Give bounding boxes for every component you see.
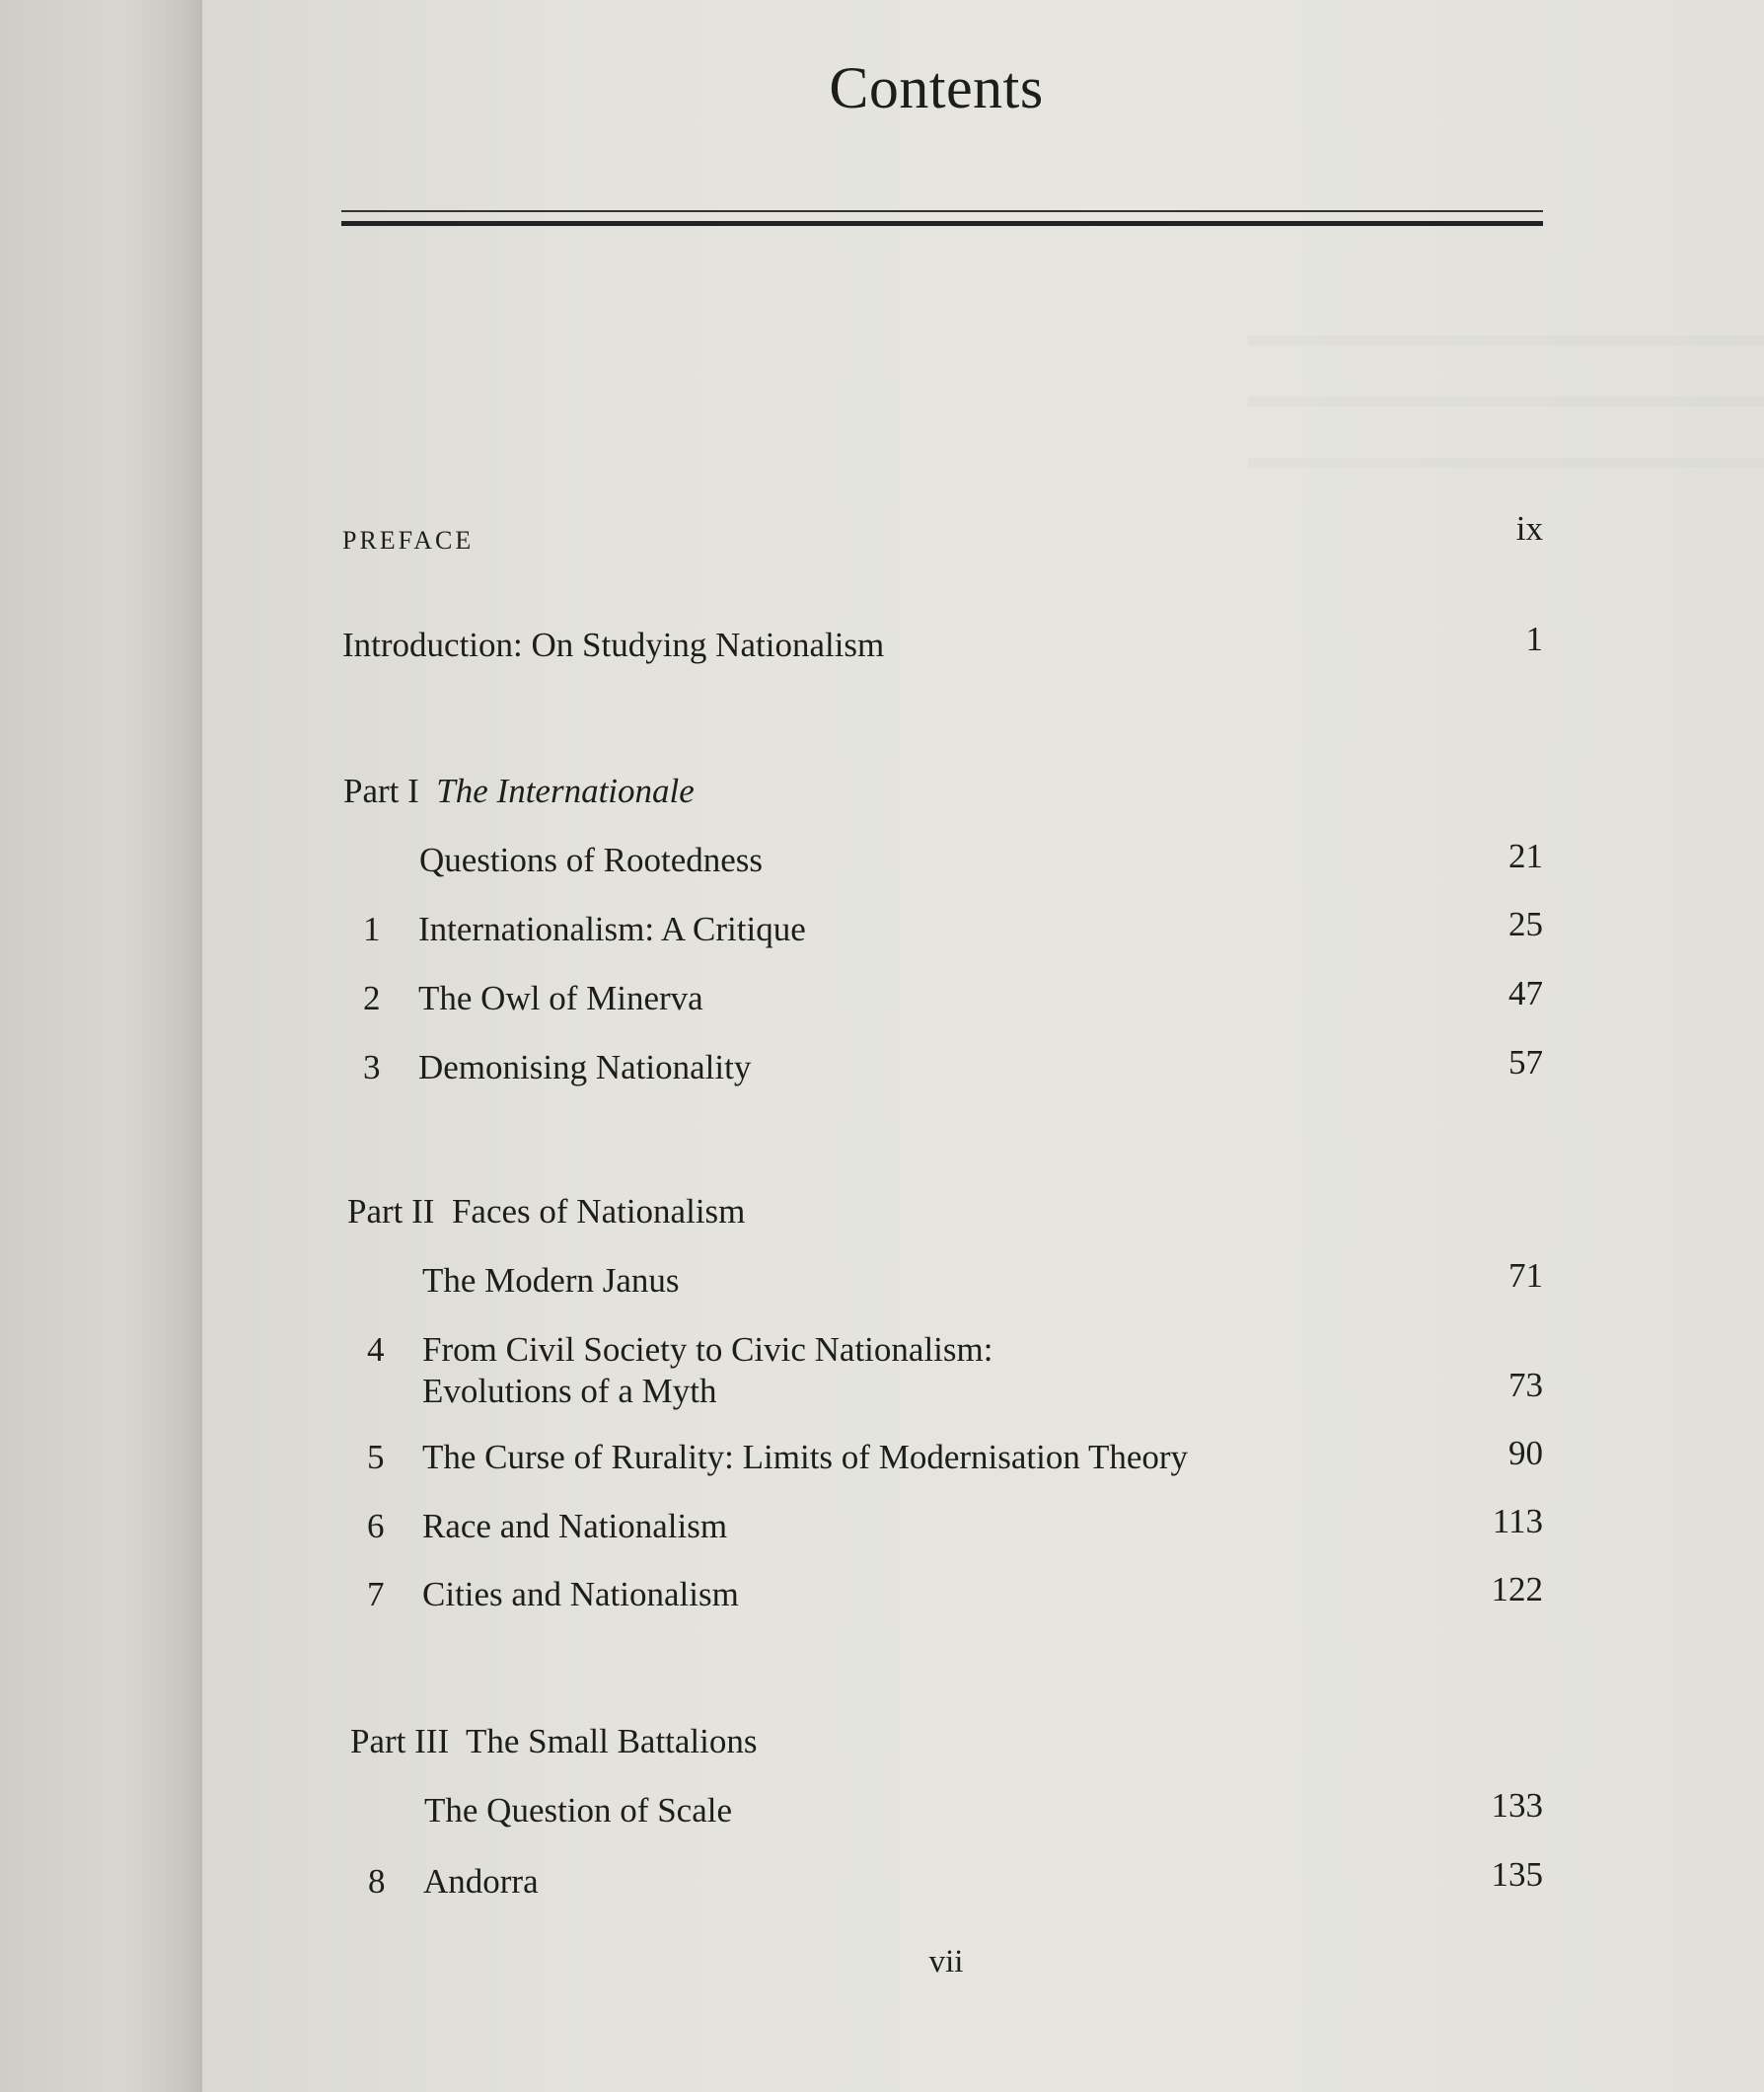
part-title: The Small Battalions	[465, 1722, 758, 1760]
part-intro-page: 133	[1491, 1786, 1543, 1825]
part-label: Part II	[347, 1192, 435, 1231]
chapter-page: 47	[1508, 974, 1543, 1012]
chapter-number: 2	[363, 979, 381, 1017]
chapter-page: 113	[1492, 1502, 1543, 1540]
part-intro-title: Questions of Rootedness	[419, 841, 764, 879]
chapter-title: From Civil Society to Civic Nationalism:	[422, 1330, 993, 1369]
chapter-page: 57	[1508, 1043, 1543, 1082]
chapter-number: 1	[363, 910, 381, 948]
chapter-title: Cities and Nationalism	[422, 1575, 739, 1613]
part-intro-page: 71	[1508, 1256, 1543, 1295]
chapter-number: 6	[367, 1507, 385, 1545]
part-intro-title: The Question of Scale	[424, 1791, 732, 1830]
chapter-page: 135	[1491, 1855, 1543, 1894]
introduction-title: Introduction: On Studying Nationalism	[342, 626, 885, 664]
chapter-title: Internationalism: A Critique	[418, 910, 806, 948]
part-title: Faces of Nationalism	[451, 1192, 746, 1231]
preface-page: ix	[1515, 509, 1543, 548]
part-heading	[350, 1722, 758, 1761]
chapter-title: Race and Nationalism	[422, 1507, 728, 1545]
chapter-page: 25	[1508, 905, 1543, 943]
chapter-title-line2: Evolutions of a Myth	[422, 1372, 717, 1410]
introduction-page: 1	[1525, 620, 1543, 658]
page-title: Contents	[829, 55, 1044, 120]
part-label: Part I	[343, 772, 419, 810]
chapter-number: 5	[367, 1438, 385, 1476]
preface-label: PREFACE	[342, 526, 475, 555]
title-rule-thin	[341, 210, 1543, 212]
chapter-title: The Owl of Minerva	[418, 979, 703, 1017]
chapter-title: Demonising Nationality	[418, 1048, 752, 1086]
chapter-page: 73	[1508, 1366, 1543, 1404]
page-number: vii	[928, 1944, 964, 1980]
part-title: The Internationale	[436, 772, 695, 810]
part-heading	[347, 1192, 745, 1232]
chapter-number: 8	[368, 1862, 386, 1901]
book-gutter	[0, 0, 202, 2092]
title-rule-thick	[341, 221, 1543, 226]
chapter-number: 7	[367, 1575, 385, 1613]
part-intro-title: The Modern Janus	[422, 1261, 680, 1300]
part-label: Part III	[350, 1722, 450, 1760]
show-through	[1248, 336, 1764, 474]
chapter-page: 90	[1508, 1434, 1543, 1472]
part-heading	[343, 772, 695, 811]
chapter-number: 4	[367, 1330, 385, 1369]
chapter-title: Andorra	[423, 1862, 539, 1901]
part-intro-page: 21	[1508, 837, 1543, 875]
chapter-number: 3	[363, 1048, 381, 1086]
chapter-title: The Curse of Rurality: Limits of Modernisation Theory	[422, 1438, 1189, 1476]
chapter-page: 122	[1491, 1570, 1543, 1608]
